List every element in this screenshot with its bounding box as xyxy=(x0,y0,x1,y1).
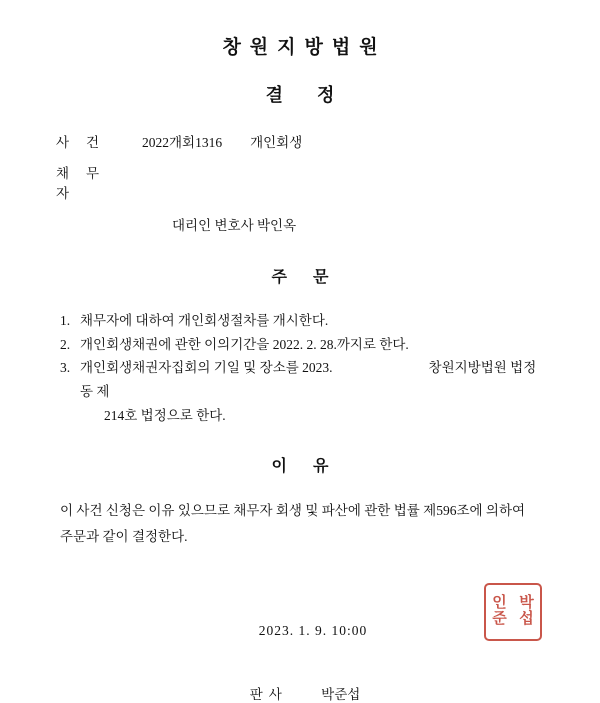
order-number: 1. xyxy=(60,313,71,328)
order-text xyxy=(80,356,544,427)
case-number: 2022개회1316 xyxy=(142,135,223,150)
order-number: 2. xyxy=(60,336,71,352)
seal-char: 준 xyxy=(492,611,507,627)
judge-title: 판사 xyxy=(249,687,288,703)
seal-char: 섭 xyxy=(519,611,534,627)
reason-line-1: 이 사건 신청은 이유 있으므로 채무자 회생 및 파산에 관한 법률 제596조에 의하여 xyxy=(60,503,526,519)
official-seal-icon xyxy=(484,583,542,641)
debtor-row xyxy=(56,162,544,202)
document-type-heading: 결정 xyxy=(265,85,369,105)
order-text: 채무자에 대하여 개인회생절차를 개시한다. xyxy=(80,313,329,328)
decision-document xyxy=(0,32,600,703)
case-label: 사건 xyxy=(56,135,117,150)
list-item xyxy=(56,333,544,357)
reason-body xyxy=(56,498,544,549)
list-item xyxy=(56,309,544,333)
reason-line-2: 주문과 같이 결정한다. xyxy=(60,528,188,544)
reason-heading: 이유 xyxy=(271,458,355,476)
order-text-continuation: 214호 법정으로 한다. xyxy=(104,407,226,423)
seal-char: 인 xyxy=(492,595,507,612)
judge-name: 박준섭 xyxy=(321,687,361,703)
case-name: 개인회생 xyxy=(250,135,303,150)
seal-char: 박 xyxy=(519,595,534,612)
case-info-block xyxy=(56,131,544,234)
attorney-line: 대리인 변호사 박인옥 xyxy=(172,218,297,233)
debtor-label: 채무자 xyxy=(56,166,117,201)
signature-row xyxy=(56,683,544,703)
list-item xyxy=(56,356,544,427)
order-heading: 주문 xyxy=(271,269,355,286)
court-title: 창원지방법원 xyxy=(222,37,387,58)
order-text-before-gap: 개인회생채권자집회의 기일 및 장소를 2023. xyxy=(80,360,333,376)
order-list xyxy=(56,309,544,427)
decision-date: 2023. 1. 9. 10:00 xyxy=(258,623,368,639)
case-row xyxy=(56,131,544,151)
order-text-after-gap: 창원지방법원 법정동 제 xyxy=(80,360,537,399)
order-text: 개인회생채권에 관한 이의기간을 2022. 2. 28.까지로 한다. xyxy=(80,336,409,352)
order-number: 3. xyxy=(60,360,71,376)
